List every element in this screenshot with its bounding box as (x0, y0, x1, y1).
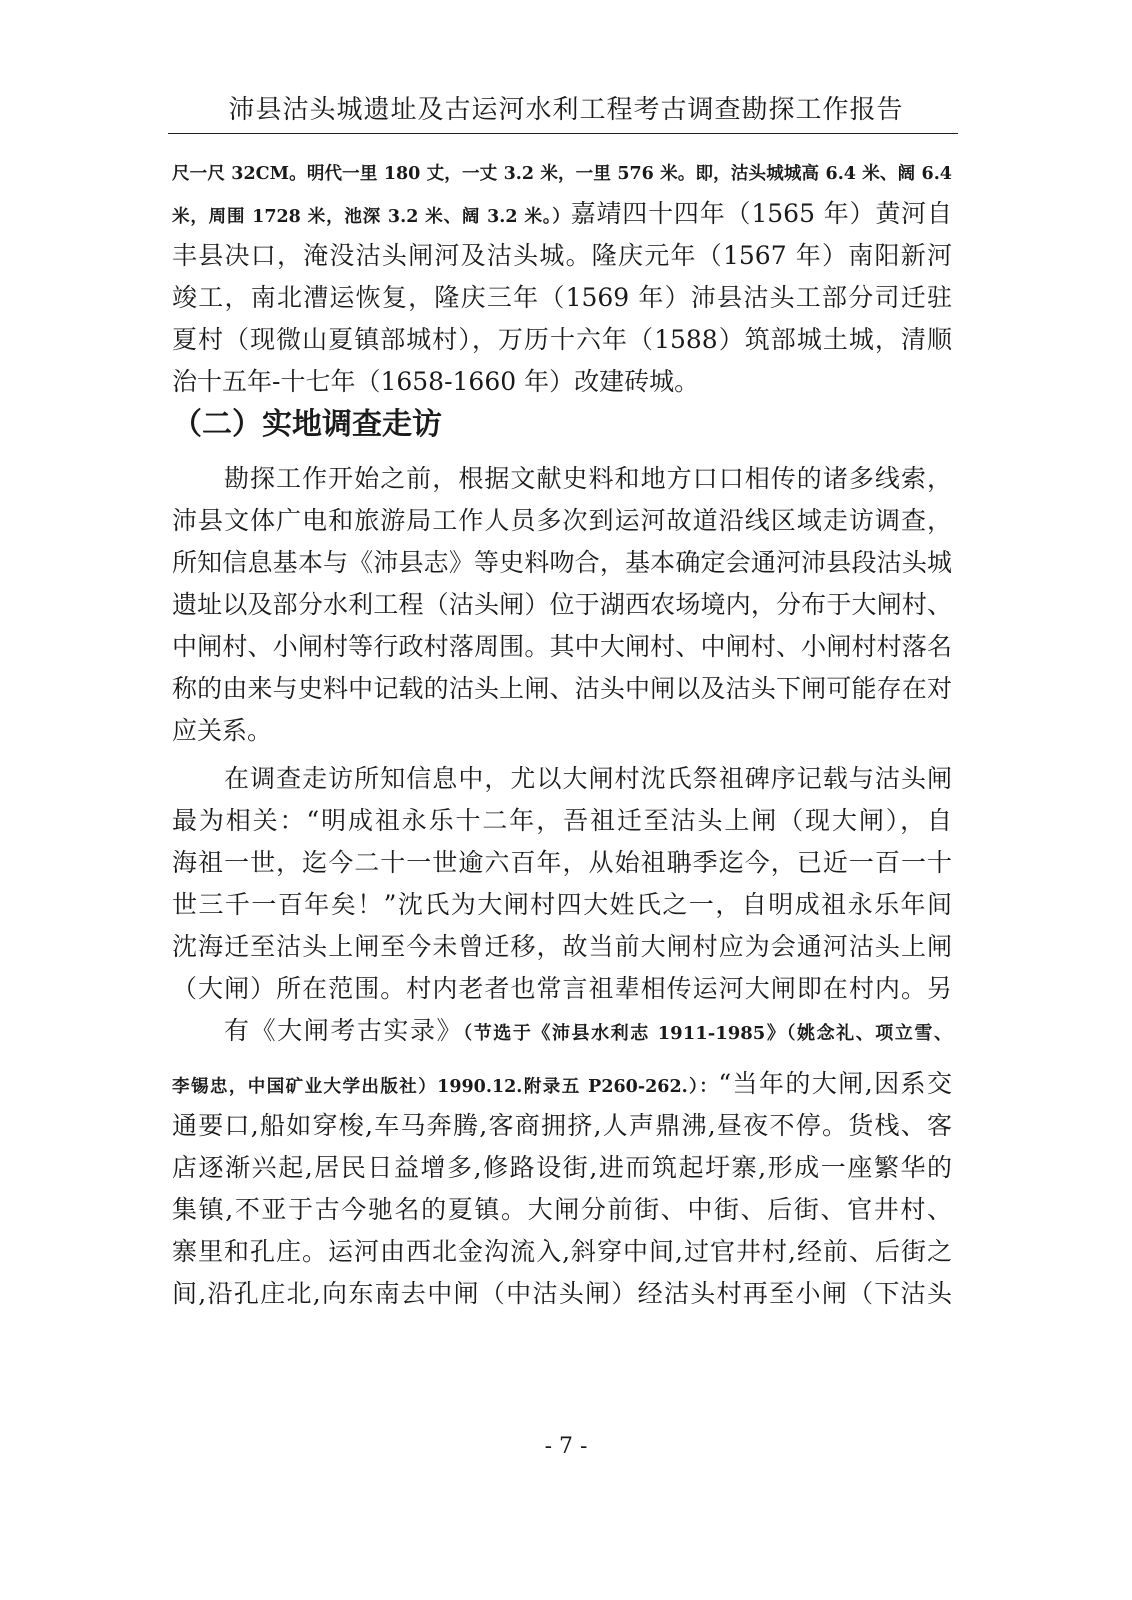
body-line: 夏村（现微山夏镇部城村），万历十六年（1588）筑部城土城，清顺 (172, 325, 952, 354)
body-line: 世三千一百年矣！”沈氏为大闸村四大姓氏之一，自明成祖永乐年间 (172, 890, 952, 919)
body-line: 治十五年-十七年（1658-1660 年）改建砖城。 (172, 367, 700, 396)
body-inline-note: 米，周围 1728 米，池深 3.2 米、阔 3.2 米。） (172, 207, 571, 227)
page-header-title: 沛县沽头城遗址及古运河水利工程考古调查勘探工作报告 (228, 95, 904, 125)
body-line: 丰县决口，淹没沽头闸河及沽头城。隆庆元年（1567 年）南阳新河 (172, 241, 952, 270)
body-line: 最为相关：“明成祖永乐十二年，吾祖迁至沽头上闸（现大闸），自 (172, 806, 952, 835)
body-line: 通要口,船如穿梭,车马奔腾,客商拥挤,人声鼎沸,昼夜不停。货栈、客 (172, 1111, 952, 1140)
body-inline-note: （节选于《沛县水利志 1911-1985》（姚念礼、项立雪、 (463, 1023, 952, 1044)
body-line: 店逐渐兴起,居民日益增多,修路设街,进而筑起圩寨,形成一座繁华的 (172, 1153, 952, 1182)
header-rule (168, 133, 958, 134)
body-line: 遗址以及部分水利工程（沽头闸）位于湖西农场境内，分布于大闸村、 (172, 590, 952, 619)
body-line-mixed (172, 1064, 952, 1107)
body-line: 应关系。 (172, 716, 273, 745)
page-number: - 7 - (544, 1434, 588, 1459)
body-inline-text: 嘉靖四十四年（1565 年）黄河自 (570, 199, 952, 228)
body-line: 集镇,不亚于古今驰名的夏镇。大闸分前街、中街、后街、官井村、 (172, 1195, 952, 1224)
body-line: 勘探工作开始之前，根据文献史料和地方口口相传的诸多线索， (224, 464, 952, 493)
body-inline-note: 李锡忠，中国矿业大学出版社）1990.12.附录五 P260-262.）： (172, 1077, 719, 1097)
body-line: 在调查走访所知信息中，尤以大闸村沈氏祭祖碑序记载与沽头闸 (224, 764, 952, 793)
body-line: （大闸）所在范围。村内老者也常言祖辈相传运河大闸即在村内。另 (172, 974, 952, 1003)
body-line: 寨里和孔庄。运河由西北金沟流入,斜穿中间,过官井村,经前、后街之 (172, 1237, 952, 1266)
body-line: 间,沿孔庄北,向东南去中闸（中沽头闸）经沽头村再至小闸（下沽头 (172, 1279, 952, 1308)
body-line: 中闸村、小闸村等行政村落周围。其中大闸村、中闸村、小闸村村落名 (172, 632, 952, 661)
body-line: 所知信息基本与《沛县志》等史料吻合，基本确定会通河沛县段沽头城 (172, 548, 952, 577)
body-line-small: 尺一尺 32CM。明代一里 180 丈，一丈 3.2 米，一里 576 米。即，沽头城城高 6.4 米、阔 6.4 (172, 164, 952, 184)
body-line: 竣工，南北漕运恢复，隆庆三年（1569 年）沛县沽头工部分司迁驻 (172, 283, 952, 312)
body-line: 沛县文体广电和旅游局工作人员多次到运河故道沿线区域走访调查， (172, 506, 952, 535)
section-heading: （二）实地调查走访 (172, 407, 442, 442)
body-line: 称的由来与史料中记载的沽头上闸、沽头中闸以及沽头下闸可能存在对 (172, 674, 952, 703)
body-inline-text: “当年的大闸,因系交 (718, 1069, 952, 1098)
body-line: 沈海迁至沽头上闸至今未曾迁移，故当前大闸村应为会通河沽头上闸 (172, 932, 952, 961)
body-inline-text: 有《大闸考古实录》 (224, 1016, 464, 1045)
body-line-mixed (224, 1011, 952, 1054)
body-line: 海祖一世，迄今二十一世逾六百年，从始祖聃季迄今，已近一百一十 (172, 848, 952, 877)
body-line-mixed (172, 194, 952, 237)
